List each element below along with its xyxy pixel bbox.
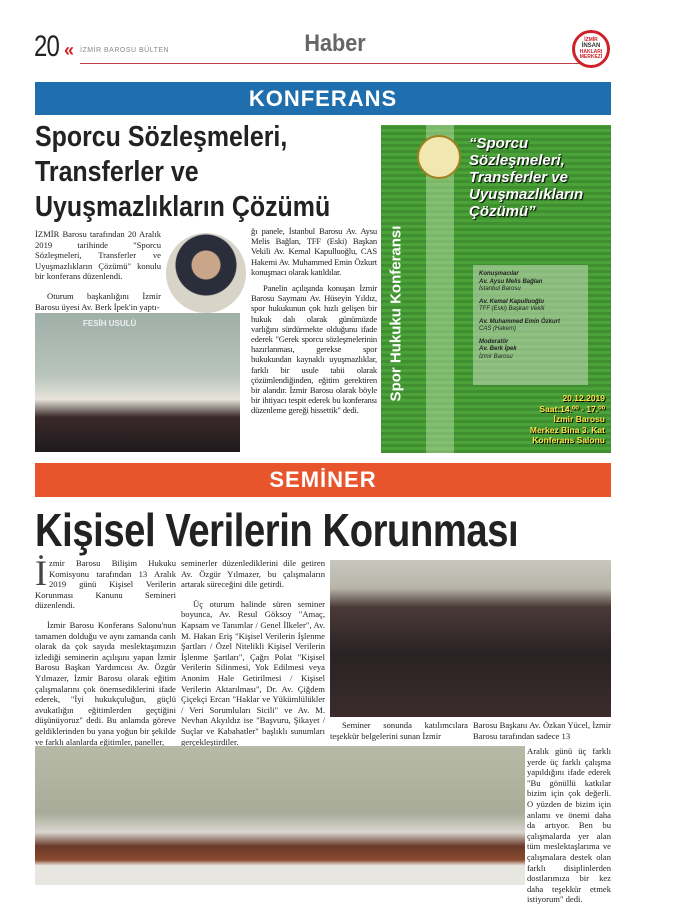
paragraph: İZMİR Barosu tarafından 20 Aralık 2019 tarihinde "Sporcu Sözleşmeleri, Transferler ve Uyuşmazlıkların Çözümü" konulu bir konferans düzenlendi.: [35, 229, 161, 282]
speakers-label: Konuşmacılar: [479, 271, 519, 277]
conference-poster: [381, 125, 611, 453]
poster-title: [469, 135, 583, 220]
headline-line: Sporcu Sözleşmeleri,: [35, 121, 288, 153]
speaker-role: CAS (Hakem): [479, 326, 517, 332]
event-time: Saat:14.⁰⁰ - 17.⁰⁰: [539, 403, 605, 414]
seminer-banner: SEMİNER: [35, 463, 611, 497]
conference-panel-photo: [35, 313, 240, 452]
paragraph: İzmir Barosu Konferans Salonu'nun tamamen dolduğu ve aynı zamanda canlı olarak da çok sayıda meslektaşımızın izlediği seminerin açılışını yapan İzmir Barosu Başkan Yardımcısı Av. Özgür Yılmazer, İzmir Barosu olarak eğitim çalışmalarını çok önemsediklerini ifade ederek, "İyi hukukçuluğun, güçlü avukatlığın eğitimlerden geçtiğini düşünüyoruz" dedi. Bu anlamda göreve geldiklerinden bu yana yoğun bir şekilde ve farklı alanlarda eğitimler, paneller,: [35, 619, 176, 747]
event-date: 20.12.2019: [562, 393, 605, 403]
poster-vertical-title: Spor Hukuku Konferansı: [387, 225, 405, 402]
poster-title-line: “Sporcu: [469, 135, 529, 152]
conference-column-2: [251, 226, 377, 422]
seminar-column-5: Aralık günü üç farklı yerde üç farklı çalışma yapıldığını ifade ederek "Bu gönüllü katkılar bizim için çok değerli. O yüzden de bizim için anlamı ve önemi daha da artıyor. Ben bu çalışmalarda yer alan tüm meslektaşlarıma ve çalışmalara destek olan farklı disiplinlerden dostlarımıza bir kez daha teşekkür etmek istiyorum" dedi.: [527, 746, 611, 905]
paragraph: seminerler düzenlediklerini dile getiren Av. Özgür Yılmazer, bu çalışmaların artarak süreceğini dile getirdi.: [181, 558, 325, 590]
moderator-label: Moderatör: [479, 338, 509, 345]
seminar-column-1: [35, 553, 176, 756]
poster-title-line: Sözleşmeleri,: [469, 152, 565, 169]
izmir-barosu-seal: [417, 135, 461, 179]
chevron-icon: «: [64, 40, 69, 60]
speaker-name: Av. Aysu Melis Bağlan: [479, 278, 543, 285]
konferans-banner: KONFERANS: [35, 82, 611, 115]
slide-title: FESİH USULÜ: [83, 319, 137, 328]
speaker-role: İstanbul Barosu: [479, 286, 521, 292]
seminar-panel-photo: [35, 746, 525, 885]
paragraph: Oturum başkanlığını İzmir Barosu üyesi Av. Berk İpek'in yaptı-: [35, 290, 161, 312]
paragraph: Panelin açılışında konuşan İzmir Barosu Saymanı Av. Hüseyin Yıldız, spor hukukunun çok hızlı gelişen bir hukuk dalı olarak günümüzde varlığını sürdürmekte olduğunu ifade ederek "Gerek sporcu sözleşmelerinin hazırlanması, gerekse spor hukukundan kaynaklı uyuşmazlıklar, farklı bir usule tabii olarak çözümlendiğinden, eğitim gerektiren bir alandır. İzmir Barosu olarak böyle bir ihtiyacı tespit ederek bu konferansı düzenleme gereği hissettik" dedi.: [251, 283, 377, 416]
speaker-name: Av. Kemal Kapulluoğlu: [479, 298, 545, 305]
event-hall: Konferans Salonu: [532, 435, 605, 445]
paragraph: ğı panele, İstanbul Barosu Av. Aysu Melis Bağlan, TFF (Eski) Başkan Vekili Av. Kemal Kapulluoğlu, CAS Hakemi Av. Muhammed Emin Özkurt konuşmacı olarak katıldılar.: [251, 226, 377, 277]
seminar-column-3: Seminer sonunda katılımcılara teşekkür belgelerini sunan İzmir: [330, 720, 468, 741]
speaker-name: Av. Muhammed Emin Özkurt: [479, 318, 561, 325]
headline-line: Uyuşmazlıkların Çözümü: [35, 191, 331, 223]
poster-event-info: [530, 393, 605, 446]
publication-name: İZMİR BAROSU BÜLTEN: [80, 47, 170, 54]
drop-cap: İ: [35, 553, 47, 593]
conference-headline: [35, 120, 331, 225]
paragraph: zmir Barosu Bilişim Hukuku Komisyonu tarafından 13 Aralık 2019 günü Kişisel Verilerin Korunması Kanunu Semineri düzenlendi.: [35, 558, 176, 611]
poster-title-line: Çözümü”: [469, 203, 536, 220]
event-venue: İzmir Barosu: [553, 414, 605, 424]
event-building: Merkez Bina 3. Kat: [529, 424, 605, 435]
speaker-portrait: [163, 230, 249, 316]
conference-column-1: [35, 229, 161, 321]
seminar-column-4: Barosu Başkanı Av. Özkan Yücel, İzmir Barosu tarafından sadece 13: [473, 720, 611, 741]
seminar-headline: Kişisel Verilerin Korunması: [35, 504, 519, 556]
insan-haklari-logo: İZMİR İNSAN HAKLARI MERKEZİ: [572, 30, 610, 68]
poster-title-line: Uyuşmazlıkların: [469, 186, 584, 203]
moderator-role: İzmir Barosu: [479, 353, 513, 360]
poster-title-line: Transferler ve: [469, 169, 568, 186]
moderator-name: Av. Berk İpek: [479, 346, 517, 352]
paragraph: Üç oturum halinde süren seminer boyunca, Av. Resul Göksoy "Amaç, Kapsam ve Tanımlar / Genel İlkeler", Av. M. Hakan Eriş "Kişisel Verilerin İşlenme Şartları / Özel Nitelikli Kişisel Verilerin İşlenme Şartları", Çağrı Polat "Kişisel Verilerin Silinmesi, Yok Edilmesi veya Anonim Hale Getirilmesi / Kişisel Verilerin Aktarılması", Dr. Av. Çiğdem Çiçekçi Ercan "Haklar ve Yükümlülükler / Veri Sorumluları Sicili" ve Av. M. Nevhan Akyıldız ise "Başvuru, Şikayet / Suçlar ve Kabahatler" başlıklı sunumları gerçekleştirdiler.: [181, 598, 325, 747]
speaker-role: TFF (Eski) Başkan Vekili: [479, 306, 545, 312]
seminar-audience-photo: [330, 560, 611, 717]
headline-line: Transferler ve: [35, 156, 199, 188]
poster-speakers-box: [473, 265, 588, 385]
header-rule: [80, 63, 580, 64]
page-number: 20: [34, 30, 60, 63]
section-title: Haber: [304, 30, 366, 57]
seminar-column-2: [181, 558, 325, 756]
